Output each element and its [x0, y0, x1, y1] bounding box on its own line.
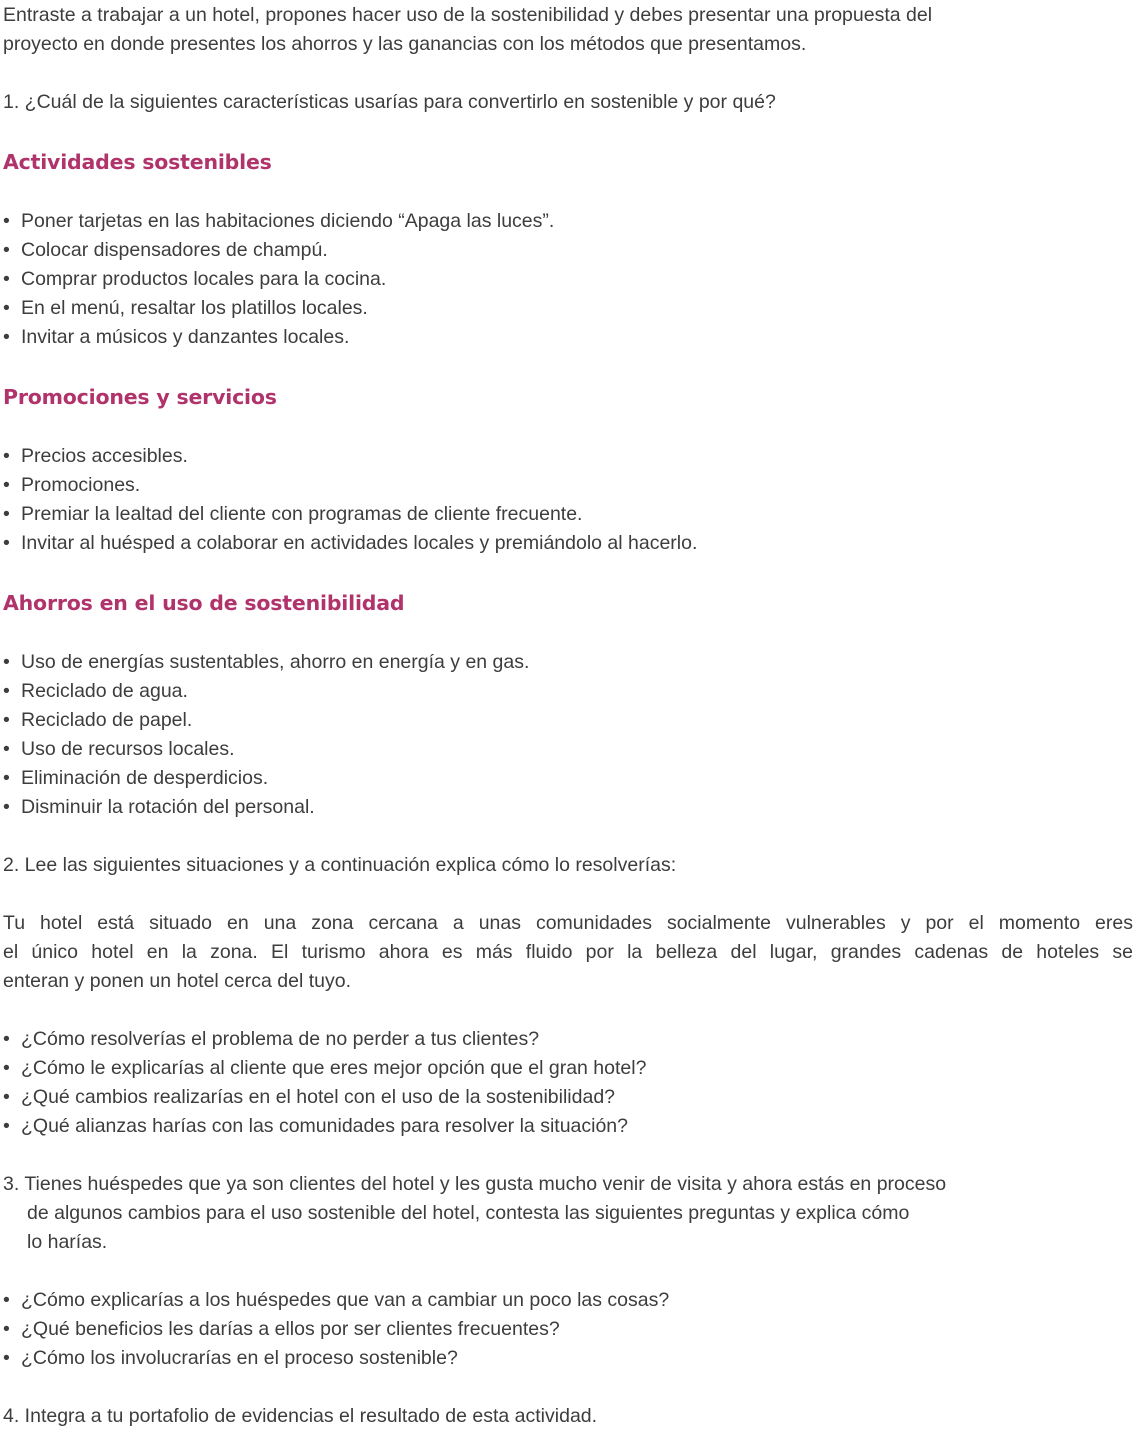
intro-paragraph	[3, 1, 1133, 59]
guest-questions-list	[3, 1286, 1133, 1373]
bullet-icon: •	[3, 680, 10, 702]
bullet-icon: •	[3, 326, 10, 348]
list-item	[3, 1054, 1133, 1083]
bullet-icon: •	[3, 1289, 10, 1311]
bullet-icon: •	[3, 1086, 10, 1108]
section-list-promociones	[3, 442, 1133, 558]
bullet-icon: •	[3, 474, 10, 496]
intro-line: Entraste a trabajar a un hotel, propones hacer uso de la sostenibilidad y debes presentar una propuesta del	[3, 4, 933, 26]
list-item-text: Invitar al huésped a colaborar en actividades locales y premiándolo al hacerlo.	[21, 532, 698, 554]
list-item	[3, 793, 1133, 822]
section-list-ahorros	[3, 648, 1133, 822]
question-4: 4. Integra a tu portafolio de evidencias el resultado de esta actividad.	[3, 1405, 598, 1427]
section-heading-actividades: Actividades sostenibles	[3, 150, 272, 174]
list-item	[3, 529, 1133, 558]
list-item	[3, 265, 1133, 294]
list-item-text: Uso de energías sustentables, ahorro en energía y en gas.	[21, 651, 530, 673]
question-3-line: de algunos cambios para el uso sostenible del hotel, contesta las siguientes preguntas y explica cómo	[27, 1202, 910, 1224]
list-item	[3, 677, 1133, 706]
list-item-text: ¿Cómo resolverías el problema de no perder a tus clientes?	[21, 1028, 540, 1050]
list-item-text: En el menú, resaltar los platillos locales.	[21, 297, 368, 319]
situation-questions-list	[3, 1025, 1133, 1141]
bullet-icon: •	[3, 532, 10, 554]
list-item	[3, 648, 1133, 677]
situation-line: Tu hotel está situado en una zona cercana a unas comunidades socialmente vulnerables y por el momento eres	[3, 912, 1133, 934]
list-item-text: Precios accesibles.	[21, 445, 188, 467]
question-3-line: lo harías.	[27, 1231, 108, 1253]
list-item-text: ¿Qué alianzas harías con las comunidades para resolver la situación?	[21, 1115, 628, 1137]
list-item	[3, 1083, 1133, 1112]
list-item-text: Comprar productos locales para la cocina.	[21, 268, 387, 290]
list-item-text: Poner tarjetas en las habitaciones diciendo “Apaga las luces”.	[21, 210, 555, 232]
list-item-text: ¿Cómo explicarías a los huéspedes que van a cambiar un poco las cosas?	[21, 1289, 670, 1311]
list-item	[3, 1344, 1133, 1373]
list-item	[3, 471, 1133, 500]
list-item	[3, 1112, 1133, 1141]
bullet-icon: •	[3, 1057, 10, 1079]
bullet-icon: •	[3, 796, 10, 818]
list-item-text: ¿Qué beneficios les darías a ellos por ser clientes frecuentes?	[21, 1318, 560, 1340]
bullet-icon: •	[3, 738, 10, 760]
question-3	[3, 1170, 1133, 1257]
situation-line: el único hotel en la zona. El turismo ahora es más fluido por la belleza del lugar, grandes cadenas de hoteles se	[3, 941, 1133, 963]
bullet-icon: •	[3, 239, 10, 261]
situation-line: enteran y ponen un hotel cerca del tuyo.	[3, 970, 351, 992]
section-heading-ahorros: Ahorros en el uso de sostenibilidad	[3, 591, 405, 615]
bullet-icon: •	[3, 210, 10, 232]
bullet-icon: •	[3, 445, 10, 467]
list-item-text: Uso de recursos locales.	[21, 738, 235, 760]
bullet-icon: •	[3, 1115, 10, 1137]
list-item	[3, 207, 1133, 236]
list-item	[3, 323, 1133, 352]
question-1: 1. ¿Cuál de la siguientes características usarías para convertirlo en sostenible y por qué?	[3, 91, 776, 113]
list-item	[3, 442, 1133, 471]
section-list-actividades	[3, 207, 1133, 352]
bullet-icon: •	[3, 503, 10, 525]
list-item-text: Invitar a músicos y danzantes locales.	[21, 326, 350, 348]
situation-paragraph	[3, 909, 1133, 996]
list-item	[3, 735, 1133, 764]
document	[3, 0, 1133, 1431]
bullet-icon: •	[3, 1318, 10, 1340]
bullet-icon: •	[3, 1028, 10, 1050]
list-item-text: Promociones.	[21, 474, 141, 496]
list-item-text: Premiar la lealtad del cliente con programas de cliente frecuente.	[21, 503, 583, 525]
list-item-text: ¿Qué cambios realizarías en el hotel con el uso de la sostenibilidad?	[21, 1086, 616, 1108]
bullet-icon: •	[3, 651, 10, 673]
list-item-text: ¿Cómo le explicarías al cliente que eres mejor opción que el gran hotel?	[21, 1057, 647, 1079]
bullet-icon: •	[3, 268, 10, 290]
list-item	[3, 500, 1133, 529]
bullet-icon: •	[3, 1347, 10, 1369]
list-item	[3, 1315, 1133, 1344]
bullet-icon: •	[3, 767, 10, 789]
intro-line: proyecto en donde presentes los ahorros y las ganancias con los métodos que presentamos.	[3, 33, 807, 55]
list-item-text: Colocar dispensadores de champú.	[21, 239, 328, 261]
list-item-text: Eliminación de desperdicios.	[21, 767, 269, 789]
list-item	[3, 706, 1133, 735]
question-2: 2. Lee las siguientes situaciones y a continuación explica cómo lo resolverías:	[3, 854, 677, 876]
list-item-text: Reciclado de agua.	[21, 680, 188, 702]
list-item	[3, 294, 1133, 323]
question-3-line: 3. Tienes huéspedes que ya son clientes del hotel y les gusta mucho venir de visita y ahora estás en proceso	[3, 1173, 947, 1195]
list-item	[3, 1025, 1133, 1054]
list-item	[3, 1286, 1133, 1315]
list-item-text: Disminuir la rotación del personal.	[21, 796, 315, 818]
list-item	[3, 764, 1133, 793]
bullet-icon: •	[3, 297, 10, 319]
list-item-text: ¿Cómo los involucrarías en el proceso sostenible?	[21, 1347, 458, 1369]
list-item	[3, 236, 1133, 265]
bullet-icon: •	[3, 709, 10, 731]
list-item-text: Reciclado de papel.	[21, 709, 193, 731]
section-heading-promociones: Promociones y servicios	[3, 385, 277, 409]
